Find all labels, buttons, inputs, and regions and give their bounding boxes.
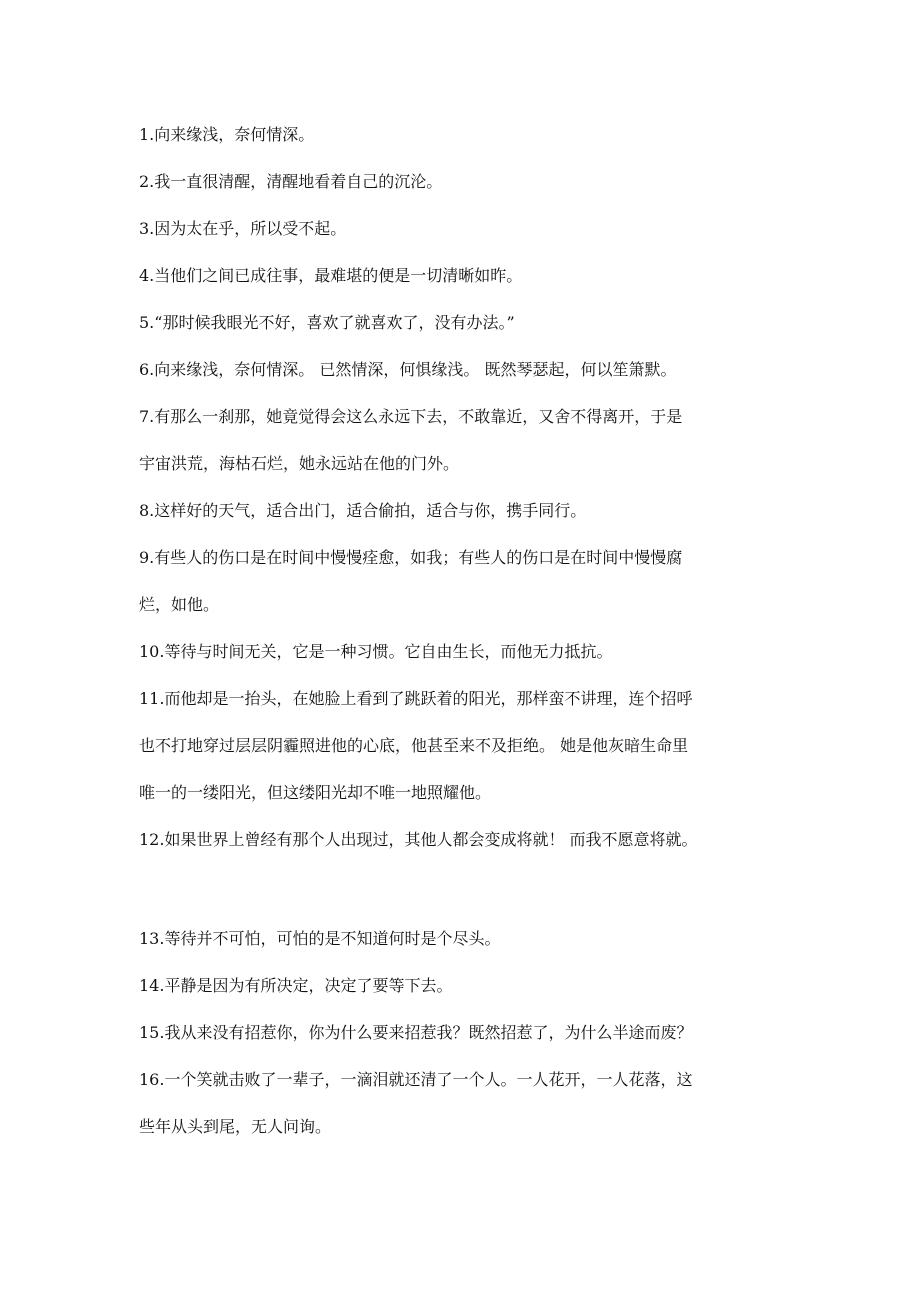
- quote-list: [139, 121, 789, 1160]
- item-12-line-1: [139, 826, 789, 853]
- item-4-line-1: [139, 262, 789, 289]
- list-item-13: [139, 925, 789, 952]
- item-5-line-1: [139, 309, 789, 336]
- item-11-line-2: 也不打地穿过层层阴霾照进他的心底，他甚至来不及拒绝。 她是他灰暗生命里: [139, 736, 689, 755]
- item-number: 1.: [139, 125, 155, 144]
- item-text: 当他们之间已成往事，最难堪的便是一切清晰如昨。: [154, 266, 523, 285]
- item-text: 因为太在乎，所以受不起。: [154, 219, 347, 238]
- list-item-3: [139, 215, 789, 242]
- list-item-8: [139, 497, 789, 524]
- list-item-7: [139, 403, 789, 477]
- item-text: 平静是因为有所决定，决定了要等下去。: [164, 976, 453, 995]
- list-item-10: [139, 638, 789, 665]
- item-number: 9.: [139, 548, 155, 567]
- item-text: 一个笑就击败了一辈子，一滴泪就还清了一个人。一人花开，一人花落，这: [164, 1070, 693, 1089]
- item-16-line-1: [139, 1066, 789, 1093]
- item-number: 14.: [139, 976, 165, 995]
- item-number: 10.: [139, 642, 165, 661]
- item-number: 6.: [139, 360, 155, 379]
- list-item-4: [139, 262, 789, 289]
- item-8-line-1: [139, 497, 789, 524]
- item-11-line-3: 唯一的一缕阳光，但这缕阳光却不唯一地照耀他。: [139, 783, 492, 802]
- item-text: 我从来没有招惹你，你为什么要来招惹我？既然招惹了，为什么半途而废？: [164, 1023, 693, 1042]
- item-number: 4.: [139, 266, 155, 285]
- list-item-9: [139, 544, 789, 618]
- list-item-15: [139, 1019, 789, 1046]
- paragraph-gap: [139, 873, 789, 925]
- item-text: 有那么一刹那，她竟觉得会这么永远下去，不敢靠近，又舍不得离开，于是: [154, 407, 683, 426]
- item-number: 12.: [139, 830, 165, 849]
- item-text: 向来缘浅，奈何情深。 已然情深，何惧缘浅。 既然琴瑟起，何以笙箫默。: [154, 360, 677, 379]
- list-item-2: [139, 168, 789, 195]
- item-text: 向来缘浅，奈何情深。: [154, 125, 315, 144]
- item-number: 16.: [139, 1070, 165, 1089]
- item-13-line-1: [139, 925, 789, 952]
- item-1-line-1: [139, 121, 789, 148]
- item-7-line-2: 宇宙洪荒，海枯石烂，她永远站在他的门外。: [139, 454, 460, 473]
- item-number: 5.: [139, 313, 155, 332]
- list-item-5: [139, 309, 789, 336]
- item-10-line-1: [139, 638, 789, 665]
- item-3-line-1: [139, 215, 789, 242]
- item-text: 等待并不可怕，可怕的是不知道何时是个尽头。: [164, 929, 501, 948]
- list-item-6: [139, 356, 789, 383]
- item-number: 13.: [139, 929, 165, 948]
- item-text: 等待与时间无关，它是一种习惯。它自由生长，而他无力抵抗。: [164, 642, 613, 661]
- item-number: 15.: [139, 1023, 165, 1042]
- item-14-line-1: [139, 972, 789, 999]
- item-15-line-1: [139, 1019, 789, 1046]
- item-2-line-1: [139, 168, 789, 195]
- list-item-12: [139, 826, 789, 853]
- item-text: 有些人的伤口是在时间中慢慢痊愈，如我；有些人的伤口是在时间中慢慢腐: [154, 548, 683, 567]
- item-text: “那时候我眼光不好，喜欢了就喜欢了，没有办法。”: [154, 313, 515, 332]
- item-11-line-1: [139, 685, 789, 712]
- item-text: 我一直很清醒，清醒地看着自己的沉沦。: [154, 172, 443, 191]
- item-number: 3.: [139, 219, 155, 238]
- list-item-16: [139, 1066, 789, 1140]
- item-text: 而他却是一抬头，在她脸上看到了跳跃着的阳光，那样蛮不讲理，连个招呼: [164, 689, 693, 708]
- item-text: 如果世界上曾经有那个人出现过，其他人都会变成将就！ 而我不愿意将就。: [164, 830, 698, 849]
- item-7-line-1: [139, 403, 789, 430]
- item-16-line-2: 些年从头到尾，无人问询。: [139, 1117, 332, 1136]
- item-6-line-1: [139, 356, 789, 383]
- list-item-11: [139, 685, 789, 806]
- item-number: 11.: [139, 689, 165, 708]
- item-number: 8.: [139, 501, 155, 520]
- item-number: 7.: [139, 407, 155, 426]
- list-item-1: [139, 121, 789, 148]
- item-text: 这样好的天气，适合出门，适合偷拍，适合与你，携手同行。: [154, 501, 587, 520]
- item-9-line-2: 烂，如他。: [139, 595, 220, 614]
- item-9-line-1: [139, 544, 789, 571]
- list-item-14: [139, 972, 789, 999]
- item-number: 2.: [139, 172, 155, 191]
